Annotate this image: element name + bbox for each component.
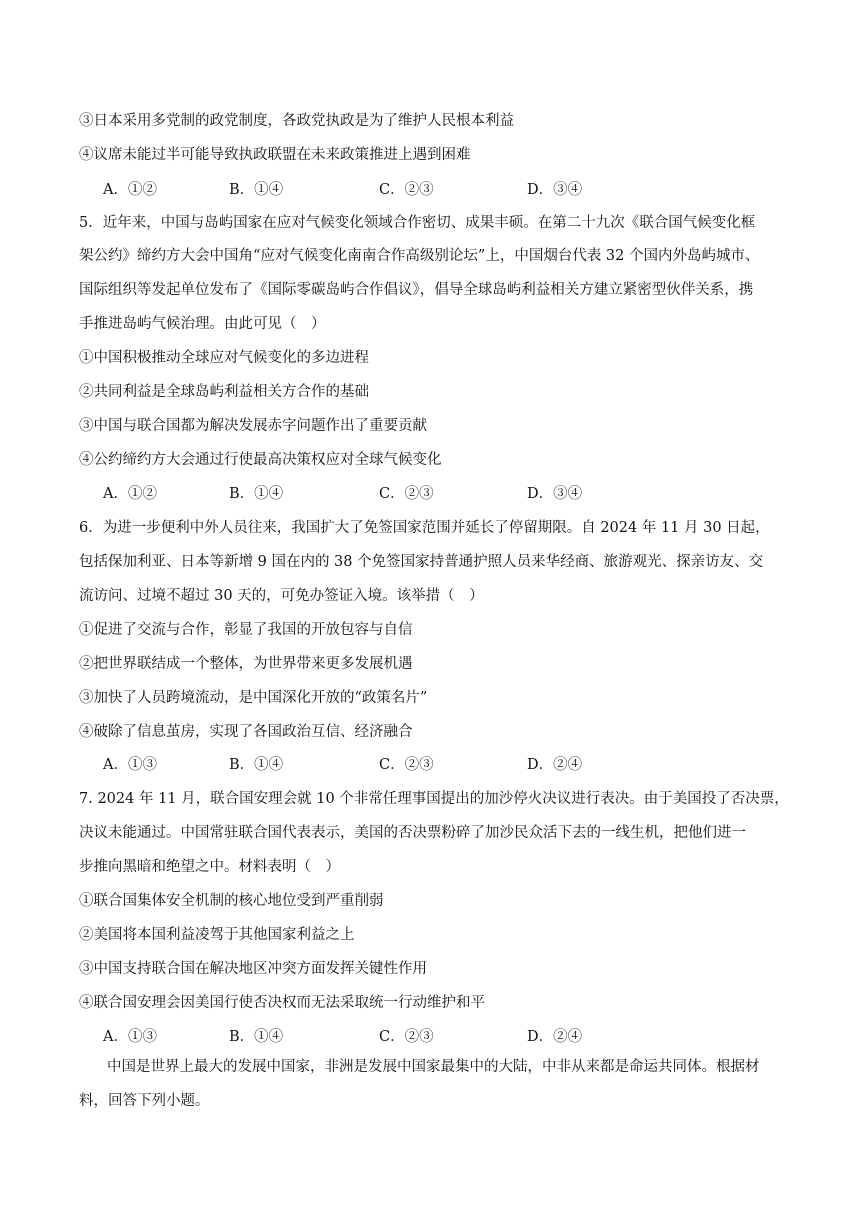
q6-statement-2: ②把世界联结成一个整体，为世界带来更多发展机遇 — [79, 656, 413, 672]
q5-stem-line-2: 架公约》缔约方大会中国角“应对气候变化南南合作高级别论坛”上，中国烟台代表 32 个国内外岛屿城市、 — [79, 248, 760, 264]
material-intro-paragraph: 中国是世界上最大的发展中国家，非洲是发展中国家最集中的大陆，中非从来都是命运共同体。根据材料，回答下列小题。 — [79, 1059, 760, 1109]
q6-option-a[interactable]: A．①③ — [103, 757, 157, 773]
q7-option-a[interactable]: A．①③ — [103, 1029, 157, 1045]
q5-stem-line-1: 5．近年来，中国与岛屿国家在应对气候变化领域合作密切、成果丰硕。在第二十九次《联合国气候变化框 — [79, 215, 756, 231]
q6-stem-line-1: 6．为进一步便利中外人员往来，我国扩大了免签国家范围并延长了停留期限。自 2024 年 11 月 30 日起， — [79, 520, 770, 536]
q5-statement-1: ①中国积极推动全球应对气候变化的多边进程 — [79, 350, 369, 366]
q5-statement-4: ④公约缔约方大会通过行使最高决策权应对全球气候变化 — [79, 452, 442, 468]
q6-option-d[interactable]: D．②④ — [527, 757, 583, 773]
q6-statement-3: ③加快了人员跨境流动，是中国深化开放的“政策名片” — [79, 690, 428, 706]
q5-statement-2: ②共同利益是全球岛屿利益相关方合作的基础 — [79, 384, 369, 400]
q7-statement-4: ④联合国安理会因美国行使否决权而无法采取统一行动维护和平 — [79, 995, 485, 1011]
q6-option-c[interactable]: C．②③ — [379, 757, 434, 773]
q7-option-d[interactable]: D．②④ — [527, 1029, 583, 1045]
q5-option-a[interactable]: A．①② — [103, 486, 157, 502]
q5-option-b[interactable]: B．①④ — [229, 486, 284, 502]
q5-statement-3: ③中国与联合国都为解决发展赤字问题作出了重要贡献 — [79, 418, 427, 434]
q4-option-c[interactable]: C．②③ — [379, 182, 434, 198]
q7-stem-line-2: 决议未能通过。中国常驻联合国代表表示，美国的否决票粉碎了加沙民众活下去的一线生机，把他们进一 — [79, 825, 746, 841]
q6-stem-line-2: 包括保加利亚、日本等新增 9 国在内的 38 个免签国家持普通护照人员来华经商、旅游观光、探亲访友、交 — [79, 554, 764, 570]
q6-statement-1: ①促进了交流与合作，彰显了我国的开放包容与自信 — [79, 622, 413, 638]
q6-statement-4: ④破除了信息茧房，实现了各国政治互信、经济融合 — [79, 724, 413, 740]
q4-option-d[interactable]: D．③④ — [527, 182, 583, 198]
q5-stem-line-3: 国际组织等发起单位发布了《国际零碳岛屿合作倡议》，倡导全球岛屿利益相关方建立紧密型伙伴关系，携 — [79, 282, 754, 298]
q7-option-b[interactable]: B．①④ — [229, 1029, 284, 1045]
q4-statement-3: ③日本采用多党制的政党制度，各政党执政是为了维护人民根本利益 — [79, 113, 514, 129]
q7-stem-line-3: 步推向黑暗和绝望之中。材料表明（ ） — [79, 859, 340, 875]
q5-option-d[interactable]: D．③④ — [527, 486, 583, 502]
q7-statement-3: ③中国支持联合国在解决地区冲突方面发挥关键性作用 — [79, 961, 427, 977]
q6-stem-line-3: 流访问、过境不超过 30 天的，可免办签证入境。该举措（ ） — [79, 588, 484, 604]
q7-statement-1: ①联合国集体安全机制的核心地位受到严重削弱 — [79, 893, 384, 909]
q7-option-c[interactable]: C．②③ — [379, 1029, 434, 1045]
q5-stem-line-4: 手推进岛屿气候治理。由此可见（ ） — [79, 316, 326, 332]
q4-option-b[interactable]: B．①④ — [229, 182, 284, 198]
q7-statement-2: ②美国将本国利益凌驾于其他国家利益之上 — [79, 927, 355, 943]
q7-stem-line-1: 7. 2024 年 11 月，联合国安理会就 10 个非常任理事国提出的加沙停火决议进行表决。由于美国投了否决票， — [79, 791, 789, 807]
q5-option-c[interactable]: C．②③ — [379, 486, 434, 502]
q6-option-b[interactable]: B．①④ — [229, 757, 284, 773]
q4-option-a[interactable]: A．①② — [103, 182, 157, 198]
q4-statement-4: ④议席未能过半可能导致执政联盟在未来政策推进上遇到困难 — [79, 147, 471, 163]
